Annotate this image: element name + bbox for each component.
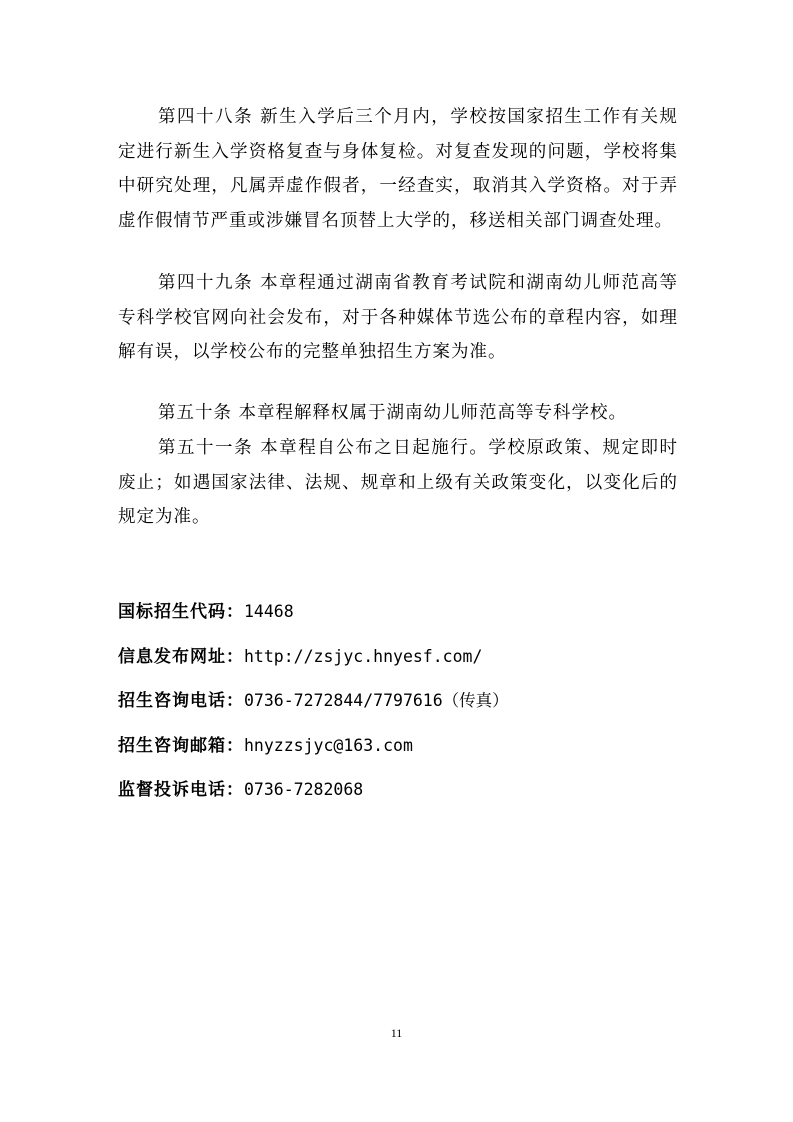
contact-label: 信息发布网址：	[118, 646, 244, 667]
contact-label: 招生咨询电话：	[118, 691, 244, 711]
contact-enrollment-code	[118, 601, 678, 623]
contact-website	[118, 646, 678, 668]
contact-label: 国标招生代码：	[118, 602, 244, 622]
enrollment-code-value: 14468	[244, 602, 294, 621]
contact-label: 监督投诉电话：	[118, 780, 244, 800]
contact-complaint-phone	[118, 779, 678, 801]
page-number: 11	[390, 1026, 403, 1040]
article-50: 第五十条 本章程解释权属于湖南幼儿师范高等专科学校。	[158, 403, 628, 423]
email-link[interactable]: hnyzzsjyc@163.com	[244, 735, 413, 755]
article-49: 第四十九条 本章程通过湖南省教育考试院和湖南幼儿师范高等专科学校官网向社会发布，对于各种媒体节选公布的章程内容，如理解有误，以学校公布的完整单独招生方案为准。	[118, 273, 678, 362]
article-48: 第四十八条 新生入学后三个月内，学校按国家招生工作有关规定进行新生入学资格复查与身体复检。对复查发现的问题，学校将集中研究处理，凡属弄虚作假者，一经查实，取消其入学资格。对于弄虚作假情节严重或涉嫌冒名顶替上大学的，移送相关部门调查处理。	[118, 107, 678, 231]
phone-value: 0736-7272844/7797616（传真）	[244, 691, 509, 710]
contact-label: 招生咨询邮箱：	[118, 735, 244, 756]
website-link[interactable]: http://zsjyc.hnyesf.com/	[244, 646, 483, 666]
article-51: 第五十一条 本章程自公布之日起施行。学校原政策、规定即时废止；如遇国家法律、法规、规章和上级有关政策变化，以变化后的规定为准。	[118, 438, 678, 527]
complaint-phone-value: 0736-7282068	[244, 780, 364, 799]
contact-info-block	[118, 601, 678, 824]
contact-phone	[118, 690, 678, 712]
contact-email	[118, 735, 678, 757]
